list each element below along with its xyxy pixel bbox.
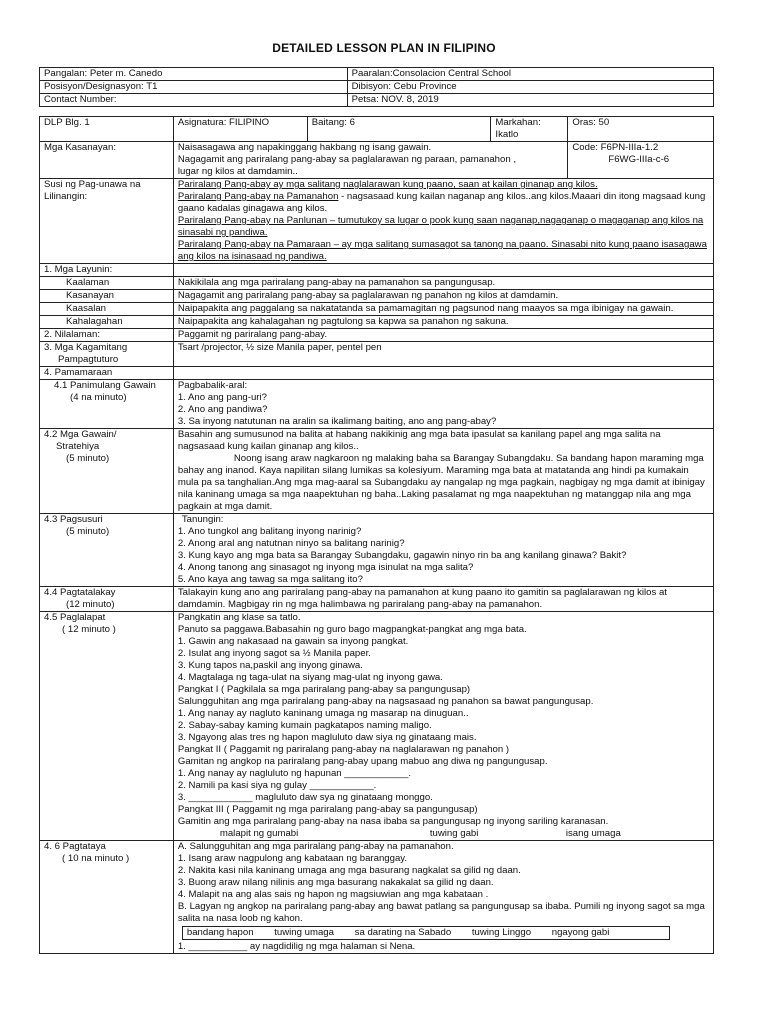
empty-cell [173, 367, 713, 380]
text-line: 4. Malapit na ang alas sais ng hapon ng magsiuwian ang mga kabataan . [177, 889, 489, 900]
contact-field: Contact Number: [40, 94, 348, 107]
kagamitan-row [40, 342, 714, 367]
label-line: Susi ng Pag-unawa na [44, 179, 141, 190]
code-1: Code: F6PN-IIIa-1.2 [572, 142, 659, 153]
question: 3. Sa inyong natutunan na aralin sa ikalimang baiting, ano ang pang-abay? [177, 416, 497, 427]
kasanayan-obj-value: Nagagamit ang pariralang pang-abay sa paglalarawan ng panahon ng kilos at damdamin. [173, 290, 713, 303]
paglalapat-content [173, 612, 713, 841]
text-line: 2. Namili pa kasi siya ng gulay ____________. [177, 780, 377, 791]
kaasalan-value: Naipapakita ang paggalang sa nakatatanda sa pamamagitan ng pagsunod nang maayos sa mga ibinigay na gawain. [173, 303, 713, 316]
kaalaman-row [40, 277, 714, 290]
gawain-row [40, 429, 714, 514]
pamamaraan-label: 4. Pamamaraan [40, 367, 174, 380]
text-line: 2. Sabay-sabay kaming kumain pagkatapos naming maligo. [177, 720, 432, 731]
pagsusuri-content [173, 514, 713, 587]
kagamitan-label [40, 342, 174, 367]
code-2: F6WG-IIIa-c-6 [608, 154, 670, 165]
dibisyon-field: Dibisyon: Cebu Province [347, 81, 713, 94]
paaralan-field: Paaralan:Consolacion Central School [347, 68, 713, 81]
text-line: Nagagamit ang pariralang pang-abay sa paglalarawan ng paraan, pamanahon , [177, 154, 517, 165]
text-line: 3. ____________ magluluto daw sya ng ginataang monggo. [177, 792, 433, 803]
petsa-field: Petsa: NOV. 8, 2019 [347, 94, 713, 107]
label-line: (5 minuto) [66, 453, 110, 464]
kahalagahan-value: Naipapakita ang kahalagahan ng pagtulong sa kapwa sa panahon ng sakuna. [173, 316, 713, 329]
gawain-content [173, 429, 713, 514]
text-line: Pagbabalik-aral: [177, 380, 248, 391]
group-heading: Pangkat I ( Pagkilala sa mga pariralang pang-abay sa pangungusap) [177, 684, 471, 695]
label-line: (5 minuto) [66, 526, 110, 537]
choice-option: ngayong gabi [551, 927, 610, 938]
label-line: ( 10 na minuto ) [62, 853, 130, 864]
text-line: Tanungin: [181, 514, 224, 525]
code-cell [568, 142, 714, 179]
question: 2. Anong aral ang natutnan ninyo sa balitang narinig? [177, 538, 405, 549]
kaasalan-row [40, 303, 714, 316]
text-line: Naisasagawa ang napakinggang hakbang ng isang gawain. [177, 142, 432, 153]
pagtataya-content [173, 841, 713, 954]
label-line: 4.2 Mga Gawain/ [44, 429, 117, 440]
question: 3. Kung kayo ang mga bata sa Barangay Subangdaku, gagawin ninyo rin ba ang kanilang ginawa? Bakit? [177, 550, 627, 561]
panimulang-row [40, 380, 714, 429]
kasanayan-label: Mga Kasanayan: [40, 142, 174, 179]
header-row [40, 68, 714, 81]
kaalaman-label: Kaalaman [40, 277, 174, 290]
kahalagahan-label: Kahalagahan [40, 316, 174, 329]
text-line: 3. Ngayong alas tres ng hapon magluluto daw siya ng ginataang mais. [177, 732, 477, 743]
text-line: Gamitin ang mga pariralang pang-abay na nasa ibaba sa pangungusap ng inyong sariling karanasan. [177, 816, 609, 827]
text-line: 3. Buong araw nilang nilinis ang mga basurang nakakalat sa gilid ng daan. [177, 877, 494, 888]
nilalaman-label: 2. Nilalaman: [40, 329, 174, 342]
lesson-plan-table [39, 116, 714, 954]
definition-pamaraan: Pariralang Pang-abay na Pamaraan – ay mga salitang sumasagot sa tanong na paano. Sinasabi nito kung paano isasagawa ang kilos na isinasaad ng pandiwa. [177, 239, 707, 262]
text-line: 4. Magtalaga ng taga-ulat na siyang mag-ulat ng inyong gawa. [177, 672, 443, 683]
kaasalan-label: Kaasalan [40, 303, 174, 316]
phrase-list [178, 828, 709, 840]
text-line: 2. Nakita kasi nila kaninang umaga ang mga basurang nagkalat sa gilid ng daan. [177, 865, 521, 876]
pagtatalakay-label [40, 587, 174, 612]
choice-option: tuwing Linggo [471, 927, 532, 938]
markahan: Markahan: Ikatlo [491, 117, 568, 142]
text-line: B. Lagyan ng angkop na pariralang pang-abay ang bawat patlang sa pangungusap sa ibaba. Pumili ng inyong sagot sa mga salita na nasa loob ng kahon. [177, 901, 705, 924]
label-line: Lilinangin: [44, 191, 88, 202]
text-line: Gamitan ng angkop na pariralang pang-abay upang mabuo ang diwa ng pangungusap. [177, 756, 548, 767]
label-line: 4.4 Pagtatalakay [44, 587, 116, 598]
phrase: malapit ng gumabi [219, 828, 299, 839]
pamamaraan-row [40, 367, 714, 380]
baitang: Baitang: 6 [307, 117, 491, 142]
header-table [39, 67, 714, 107]
definition-pamanahon [178, 191, 709, 215]
question: 1. Ano tungkol ang balitang inyong narinig? [177, 526, 362, 537]
question: 5. Ano kaya ang tawag sa mga salitang ito? [177, 574, 363, 585]
question: 2. Ano ang pandiwa? [177, 404, 268, 415]
question: 4. Anong tanong ang sinasagot ng inyong mga isinulat na mga salita? [177, 562, 474, 573]
text-line: 1. Isang araw nagpulong ang kabataan ng baranggay. [177, 853, 408, 864]
choice-option: tuwing umaga [274, 927, 334, 938]
phrase: isang umaga [565, 828, 621, 839]
label-line: 4.1 Panimulang Gawain [54, 380, 156, 391]
definition-pangabay: Pariralang Pang-abay ay mga salitang naglalarawan kung paano, saan at kailan ginanap ang kilos. [177, 179, 598, 190]
phrase: tuwing gabi [429, 828, 479, 839]
question: 1. Ano ang pang-uri? [177, 392, 267, 403]
paglalapat-label [40, 612, 174, 841]
kasanayan-obj-label: Kasanayan [40, 290, 174, 303]
asignatura: Asignatura: FILIPINO [173, 117, 307, 142]
text-line: 1. ___________ ay nagdidilig ng mga halaman si Nena. [177, 941, 416, 952]
group-heading: Pangkat II ( Paggamit ng pariralang pang-abay na naglalarawan ng panahon ) [177, 744, 510, 755]
pagtataya-row [40, 841, 714, 954]
nilalaman-value: Paggamit ng pariralang pang-abay. [173, 329, 713, 342]
text-line: Panuto sa paggawa.Babasahin ng guro bago magpangkat-pangkat ang mga bata. [177, 624, 527, 635]
paglalapat-row [40, 612, 714, 841]
choices-box [182, 926, 670, 940]
text-line: 2. Isulat ang inyong sagot sa ½ Manila paper. [177, 648, 371, 659]
kaalaman-value: Nakikilala ang mga pariralang pang-abay na pamanahon sa pangungusap. [173, 277, 713, 290]
definition-panlunan: Pariralang Pang-abay na Panlunan – tumutukoy sa lugar o pook kung saan naganap,nagaganap o magaganap ang kilos na sinasabi ng pandiwa. [177, 215, 704, 238]
kasanayan-obj-row [40, 290, 714, 303]
term: Pariralang Pang-abay na Pamanahon [177, 191, 339, 202]
gawain-label [40, 429, 174, 514]
pagsusuri-label [40, 514, 174, 587]
pagtatalakay-content: Talakayin kung ano ang pariralang pang-abay na pamanahon at kung paano ito gamitin sa paglalarawan ng kilos at damdamin. Magbigay rin ng mga halimbawa ng pariralang pang-abay na pamanahon. [173, 587, 713, 612]
header-row [40, 94, 714, 107]
text-line: 1. Ang nanay ay nagluto kaninang umaga ng masarap na dinuguan.. [177, 708, 469, 719]
label-line: Stratehiya [56, 441, 100, 452]
choice-option: bandang hapon [186, 927, 254, 938]
group-heading: Pangkat III ( Paggamit ng mga pariralang pang-abay sa pangungusap) [177, 804, 478, 815]
label-line: 4.3 Pagsusuri [44, 514, 103, 525]
pagtataya-label [40, 841, 174, 954]
oras: Oras: 50 [568, 117, 714, 142]
label-line: 4.5 Paglalapat [44, 612, 106, 623]
label-line: Pampagtuturo [58, 354, 119, 365]
panimulang-content [173, 380, 713, 429]
label-line: (4 na minuto) [70, 392, 127, 403]
label-line: ( 12 minuto ) [62, 624, 116, 635]
text-line: Salungguhitan ang mga pariralang pang-abay na nagsasaad ng panahon sa bawat pangungusap. [177, 696, 594, 707]
text-line: 3. Kung tapos na,paskil ang inyong ginawa. [177, 660, 363, 671]
empty-cell [173, 264, 713, 277]
layunin-row [40, 264, 714, 277]
pagsusuri-row [40, 514, 714, 587]
kasanayan-row [40, 142, 714, 179]
dlp-number: DLP Blg. 1 [40, 117, 174, 142]
news-story: Noong isang araw nagkaroon ng malaking baha sa Barangay Subangdaku. Sa bandang hapon maraming mga bahay ang inanod. Kaya napilitan silang lumikas sa kolesiyum. Maraming mga bata at matatanda ang hindi pa kumakain mula pa sa tanghalian.Ang mga mag-aaral sa Subangdaku ay nangalap ng mga pagkain, nagbigay ng mga damit at ibinigay nila kaninang umaga sa mga naapektuhan ng baha..Laking pasalamat ng mga naapektuhan ng matanggap nila ang mga pagkain at mga damit. [177, 453, 705, 512]
label-line: 3. Mga Kagamitang [44, 342, 128, 353]
page-title: DETAILED LESSON PLAN IN FILIPINO [272, 41, 496, 55]
nilalaman-row [40, 329, 714, 342]
kagamitan-value: Tsart /projector, ½ size Manila paper, pentel pen [173, 342, 713, 367]
definition-text: - nagsasaad kung kailan naganap ang kilos..ang kilos.Maaari din itong magsaad kung gaano kadalas ginagawa ang kilos. [177, 191, 706, 214]
pagtatalakay-row [40, 587, 714, 612]
info-row [40, 117, 714, 142]
text-line: 1. Gawin ang nakasaad na gawain sa inyong pangkat. [177, 636, 409, 647]
susi-label [40, 179, 174, 264]
label-line: 4. 6 Pagtataya [44, 841, 106, 852]
kahalagahan-row [40, 316, 714, 329]
text-line: A. Salungguhitan ang mga pariralang pang-abay na pamanahon. [177, 841, 454, 852]
pangalan-field: Pangalan: Peter m. Canedo [40, 68, 348, 81]
label-line: (12 minuto) [66, 599, 115, 610]
layunin-label: 1. Mga Layunin: [40, 264, 174, 277]
text-line: lugar ng kilos at damdamin.. [177, 166, 298, 177]
text-line: 1. Ang nanay ay nagluluto ng hapunan ____________. [177, 768, 411, 779]
posisyon-field: Posisyon/Designasyon: T1 [40, 81, 348, 94]
kasanayan-content [173, 142, 568, 179]
susi-row [40, 179, 714, 264]
instruction: Basahin ang sumusunod na balita at habang nakikinig ang mga bata ipasulat sa kanilang papel ang mga salita na nagsasaad kung kailan ginanap ang kilos.. [177, 429, 661, 452]
header-row [40, 81, 714, 94]
text-line: Pangkatin ang klase sa tatlo. [177, 612, 301, 623]
choice-option: sa darating na Sabado [354, 927, 452, 938]
panimulang-label [40, 380, 174, 429]
susi-content [173, 179, 713, 264]
